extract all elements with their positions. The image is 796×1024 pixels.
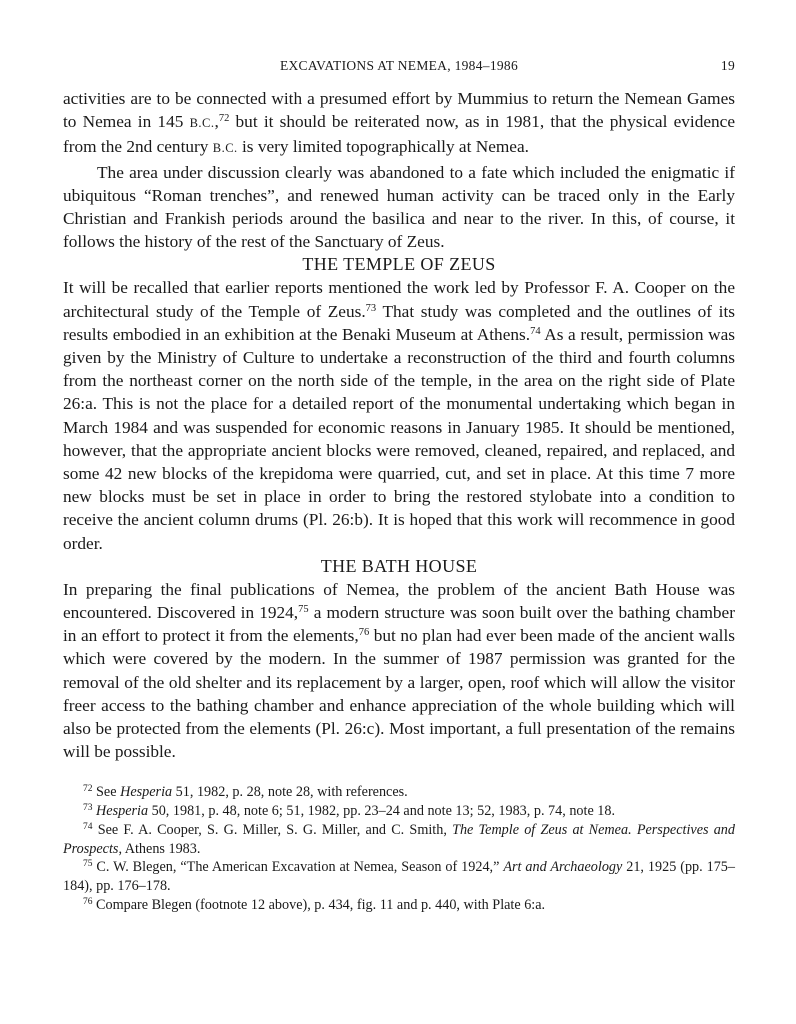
running-header <box>63 52 735 78</box>
running-title: EXCAVATIONS AT NEMEA, 1984–1986 <box>279 58 519 73</box>
footnote-75: $^{75}$ C. W. Blegen, “The American Excavation at Nemea, Season of 1924,” Art and Archaeology 21, 1925 (pp. 175–184), pp. 176–178. <box>63 859 735 894</box>
footnote-ref-75[interactable]: 75 <box>298 604 309 616</box>
footnote-number: 76 <box>83 896 93 907</box>
footnote-number: 74 <box>83 821 93 832</box>
footnote-number: 73 <box>83 803 93 814</box>
bc-abbrev: B.C. <box>212 141 238 156</box>
intro-section <box>63 87 735 253</box>
bc-abbrev: B.C. <box>189 116 215 131</box>
page-number: 19 <box>720 58 735 73</box>
footnote-ref-73[interactable]: 73 <box>365 302 377 314</box>
paragraph-roman-trenches: The area under discussion clearly was abandoned to a fate which included the enigmatic if ubiquitous “Roman trenches”, and renewed human activity can be traced only in the Early Christian and Frankish periods around the basilica and near to the river. In this, of course, it follows the history of the rest of the Sanctuary of Zeus. <box>63 162 735 252</box>
footnote-number: 72 <box>83 784 93 795</box>
footnote-ref-74[interactable]: 74 <box>530 325 541 337</box>
footnote-73: $^{73}$ Hesperia 50, 1981, p. 48, note 6; 51, 1982, pp. 23–24 and note 13; 52, 1983, p. 74, note 18. <box>83 803 616 820</box>
heading-bath-house: THE BATH HOUSE <box>320 555 478 576</box>
paragraph-temple-of-zeus: It will be recalled that earlier reports mentioned the work led by Professor F. A. Cooper on the architectural study of the Temple of Zeus.$^{73}$ That study was completed and the outlines of its results embodied in an exhibition at the Benaki Museum at Athens.$^{74}$ As a result, permission was given by the Ministry of Culture to undertake a reconstruction of the third and fourth columns from the northeast corner on the north side of the temple, in the area on the right side of Plate 26:a. This is not the place for a detailed report of the monumental undertaking which began in March 1984 and was suspended for economic reasons in January 1985. It should be mentioned, however, that the appropriate ancient blocks were removed, cleaned, repaired, and replaced, and some 42 new blocks of the krepidoma were quarried, cut, and set in place. At this time 7 more new blocks must be set in place in order to bring the restored stylobate into a condition to receive the ancient column drums (Pl. 26:b). It is hoped that this work will recommence in good order. <box>63 278 735 553</box>
footnote-76: $^{76}$ Compare Blegen (footnote 12 above), p. 434, fig. 11 and p. 440, with Plate 6:a. <box>83 896 546 913</box>
paragraph-bath-house: In preparing the final publications of Nemea, the problem of the ancient Bath House was encountered. Discovered in 1924,75 a modern structure was soon built over the bathing chamber in an effort to protect it from the elements,$^{76}$ but no plan had ever been made of the ancient walls which were covered by the modern. In the summer of 1987 permission was granted for the removal of the old shelter and its replacement by a larger, open, roof which will allow the visitor freer access to the bathing chamber and enhance appreciation of the whole building which will also be protected from the elements (Pl. 26:c). Most important, a full presentation of the remains will be possible. <box>63 579 735 762</box>
footnote-72: $^{72}$ See Hesperia 51, 1982, p. 28, note 28, with references. <box>83 784 408 801</box>
footnotes <box>63 783 735 914</box>
footnote-number: 75 <box>83 859 93 870</box>
heading-temple-of-zeus: THE TEMPLE OF ZEUS <box>302 254 496 275</box>
footnote-ref-76[interactable]: 76 <box>358 627 370 639</box>
footnote-ref-72[interactable]: 72 <box>218 113 230 125</box>
document-page <box>63 52 735 914</box>
footnote-74: $^{74}$ See F. A. Cooper, S. G. Miller, S. G. Miller, and C. Smith, The Temple of Zeus at Nemea. Perspectives and Prospects, Athens 1983. <box>63 821 735 857</box>
paragraph-mummius: activities are to be connected with a presumed effort by Mummius to return the Nemean Games to Nemea in 145 B.C.,$^{72}$ but it should be reiterated now, as in 1981, that the physical evidence from the 2nd century B.C. is very limited topographically at Nemea. <box>63 89 735 157</box>
